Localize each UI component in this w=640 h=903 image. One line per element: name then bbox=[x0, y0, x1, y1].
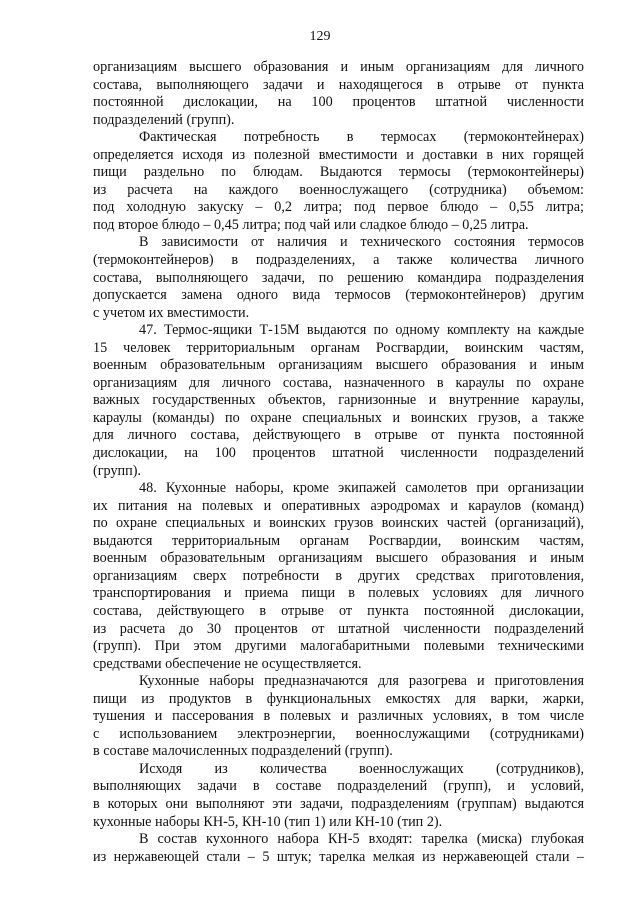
text-line: кухонные наборы КН-5, КН-10 (тип 1) или КН-10 (тип 2). bbox=[93, 813, 443, 830]
page-number: 129 bbox=[309, 29, 331, 44]
text-line: из расчета до 30 процентов от штатной численности подразделений bbox=[93, 620, 584, 637]
text-line: определяется исходя из полезной вместимости и доставки в них горящей bbox=[93, 146, 584, 163]
text-line: подразделений (групп). bbox=[93, 111, 235, 128]
text-line: военным образовательным организациям высшего образования и иным bbox=[93, 357, 584, 374]
text-line: под холодную закуску – 0,2 литра; под первое блюдо – 0,55 литра; bbox=[93, 199, 584, 216]
paragraph-first-line: 47. Термос-ящики Т-15М выдаются по одному комплекту на каждые bbox=[139, 322, 584, 339]
text-line: по охране специальных и воинских грузов воинских частей (организаций), bbox=[93, 515, 584, 532]
text-line: 15 человек территориальным органам Росгвардии, воинским частям, bbox=[93, 339, 584, 356]
text-line: пищи из продуктов в функциональных емкостях для варки, жарки, bbox=[93, 690, 584, 707]
text-line: караулы (команды) по охране специальных и воинских грузов, а также bbox=[93, 409, 584, 426]
text-line: состава, выполняющего задачи, по решению командира подразделения bbox=[93, 269, 584, 286]
text-line: важных государственных объектов, гарнизонные и внутренние караулы, bbox=[93, 392, 584, 409]
text-line: с использованием электроэнергии, военнослужащими (сотрудниками) bbox=[93, 725, 584, 742]
text-line: под второе блюдо – 0,45 литра; под чай или сладкое блюдо – 0,25 литра. bbox=[93, 216, 529, 233]
text-line: с учетом их вместимости. bbox=[93, 304, 250, 321]
text-line: выдаются территориальным органам Росгвардии, воинским частям, bbox=[93, 532, 584, 549]
text-line: выполняющих задачи в составе подразделений (групп), и условий, bbox=[93, 778, 584, 795]
text-line: организациям высшего образования и иным организациям для личного bbox=[93, 59, 584, 75]
text-line: организациям для личного состава, назначенного в караулы по охране bbox=[93, 374, 584, 391]
text-line: допускается замена одного вида термосов (термоконтейнеров) другим bbox=[93, 287, 584, 304]
text-line: для личного состава, действующего в отрыве от пункта постоянной bbox=[93, 427, 584, 444]
text-line: тушения и пассерования в полевых и различных условиях, в том числе bbox=[93, 708, 584, 725]
text-line: (термоконтейнеров) в подразделениях, а также количества личного bbox=[93, 252, 584, 269]
text-line: дислокации, на 100 процентов штатной численности подразделений bbox=[93, 445, 584, 462]
text-line: (групп). bbox=[93, 462, 142, 479]
paragraph-first-line: В состав кухонного набора КН-5 входят: тарелка (миска) глубокая bbox=[139, 831, 584, 848]
text-line: в составе малочисленных подразделений (групп). bbox=[93, 743, 393, 760]
text-line: их питания на полевых и оперативных аэродромах и караулов (команд) bbox=[93, 497, 584, 514]
text-line: в которых они выполняют эти задачи, подразделениям (группам) выдаются bbox=[93, 795, 584, 812]
text-line: (групп). При этом другими малогабаритными полевыми техническими bbox=[93, 638, 584, 655]
paragraph-first-line: Кухонные наборы предназначаются для разогрева и приготовления bbox=[139, 673, 584, 690]
text-line: из расчета на каждого военнослужащего (сотрудника) объемом: bbox=[93, 181, 584, 198]
paragraph-first-line: Исходя из количества военнослужащих (сотрудников), bbox=[139, 760, 584, 777]
text-line: средствами обеспечение не осуществляется. bbox=[93, 655, 362, 672]
paragraph-first-line: В зависимости от наличия и технического состояния термосов bbox=[139, 234, 584, 251]
text-line: организациям сверх потребности в других средствах приготовления, bbox=[93, 567, 584, 584]
paragraph-first-line: Фактическая потребность в термосах (термоконтейнерах) bbox=[139, 129, 584, 146]
text-line: состава, выполняющего задачи и находящегося в отрыве от пункта bbox=[93, 76, 584, 93]
text-line: военным образовательным организациям высшего образования и иным bbox=[93, 550, 584, 567]
text-line: состава, действующего в отрыве от пункта постоянной дислокации, bbox=[93, 602, 584, 619]
text-line: транспортирования и приема пищи в полевых условиях для личного bbox=[93, 585, 584, 602]
paragraph-first-line: 48. Кухонные наборы, кроме экипажей самолетов при организации bbox=[139, 480, 584, 497]
text-line: из нержавеющей стали – 5 штук; тарелка мелкая из нержавеющей стали – bbox=[93, 848, 584, 865]
text-line: пищи раздельно по блюдам. Выдаются термосы (термоконтейнеры) bbox=[93, 164, 584, 181]
document-body bbox=[93, 59, 584, 866]
text-line: постоянной дислокации, на 100 процентов штатной численности bbox=[93, 94, 584, 111]
